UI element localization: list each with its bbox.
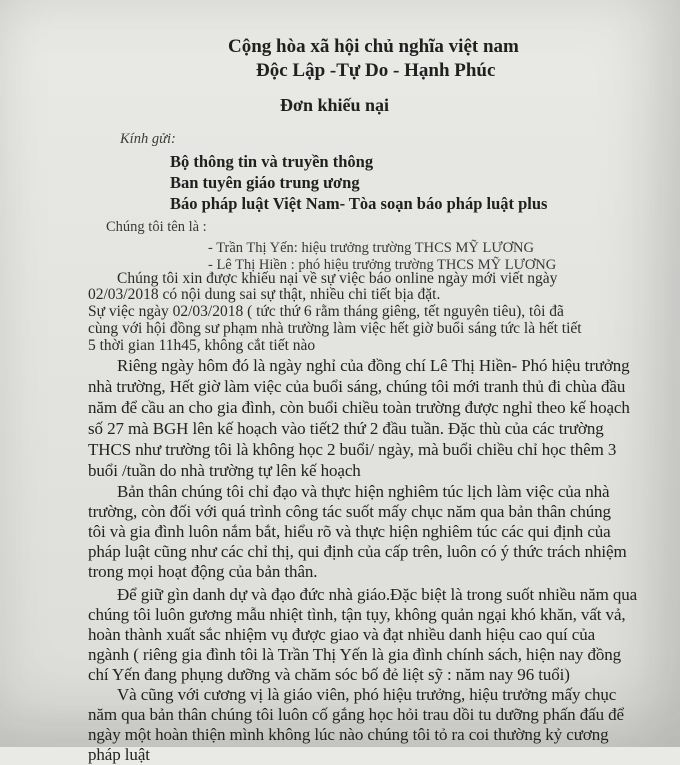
recipient-3: Báo pháp luật Việt Nam- Tòa soạn báo pháp luật plus [170,194,548,213]
para4-line-1: Bản thân chúng tôi chỉ đạo và thực hiện nghiêm túc lịch làm việc của nhà [117,482,610,501]
para6-line-4: pháp luật [88,745,150,764]
para3-line-3: năm để cầu an cho gia đình, còn buổi chiều toàn trường được nghỉ theo kế hoạch [88,398,630,417]
para5-line-2: chúng tôi luôn gương mẫu nhiệt tình, tận tụy, không quản ngại khó khăn, vất vả, [88,605,626,624]
salutation: Kính gửi: [120,131,176,147]
para6-line-2: năm qua bản thân chúng tôi luôn cố gắng học hỏi trau dồi tu dưỡng phấn đấu để [88,705,624,724]
para5-line-3: hoàn thành xuất sắc nhiệm vụ được giao và đạt nhiều danh hiệu cao quí của [88,625,596,644]
national-slogan: Độc Lập -Tự Do - Hạnh Phúc [256,60,496,81]
intro-line: Chúng tôi tên là : [106,219,207,235]
recipient-2: Ban tuyên giáo trung ương [170,173,360,192]
person-1: - Trần Thị Yến: hiệu trưởng trường THCS MỸ LƯƠNG [208,240,534,256]
para1-line-1: Chúng tôi xin được khiếu nại về sự việc báo online ngày mới viết ngày [117,270,558,287]
para2-line-1: Sự việc ngày 02/03/2018 ( tức thứ 6 rằm tháng giêng, tết nguyên tiêu), tôi đã [88,303,564,320]
para3-line-6: buổi /tuần do nhà trường tự lên kế hoạch [88,461,361,480]
para4-line-2: trường, còn đối với quá trình công tác suốt mấy chục năm qua bản thân chúng [88,502,611,521]
para6-line-1: Và cũng với cương vị là giáo viên, phó hiệu trưởng, hiệu trưởng mấy chục [117,685,617,704]
para3-line-4: số 27 mà BGH lên kế hoạch vào tiết2 thứ 2 đầu tuần. Đặc thù của các trường [88,419,604,438]
para2-line-3: 5 thời gian 11h45, không cắt tiết nào [88,337,316,354]
recipient-1: Bộ thông tin và truyền thông [170,152,374,171]
para3-line-1: Riêng ngày hôm đó là ngày nghỉ của đồng chí Lê Thị Hiền- Phó hiệu trưởng [117,356,630,375]
para6-line-3: ngày một hoàn thiện mình không lúc nào chúng tôi tỏ ra coi thường kỷ cương [88,725,609,744]
para5-line-5: chí Yến đang phụng dưỡng và chăm sóc bố đẻ liệt sỹ : năm nay 96 tuổi) [88,665,570,684]
para3-line-5: THCS như trường tôi là không học 2 buổi/ ngày, mà buổi chiều chỉ học thêm 3 [88,440,617,459]
para5-line-4: ngành ( riêng gia đình tôi là Trần Thị Yến là gia đình chính sách, hiện nay đồng [88,645,622,664]
para3-line-2: nhà trường, Hết giờ làm việc của buổi sáng, chúng tôi mới tranh thủ đi chùa đầu [88,377,626,396]
national-motto: Cộng hòa xã hội chủ nghĩa việt nam [228,36,519,57]
person-2: - Lê Thị Hiền : phó hiệu trưởng trường THCS MỸ LƯƠNG [208,257,557,273]
para2-line-2: cùng với hội đồng sư phạm nhà trường làm việc hết giờ buổi sáng tức là hết tiết [88,320,582,337]
para4-line-4: pháp luật cũng như các chỉ thị, qui định của cấp trên, luôn có ý thức trách nhiệm [88,542,627,561]
para1-line-2: 02/03/2018 có nội dung sai sự thật, nhiều chi tiết bịa đặt. [88,286,441,303]
para5-line-1: Để giữ gìn danh dự và đạo đức nhà giáo.Đặc biệt là trong suốt nhiều năm qua [117,585,638,604]
para4-line-5: trong mọi hoạt động của bản thân. [88,562,318,581]
document-title: Đơn khiếu nại [280,95,390,115]
para4-line-3: tôi và gia đình luôn nắm bắt, hiểu rõ và thực hiện nghiêm túc các qui định của [88,522,611,541]
